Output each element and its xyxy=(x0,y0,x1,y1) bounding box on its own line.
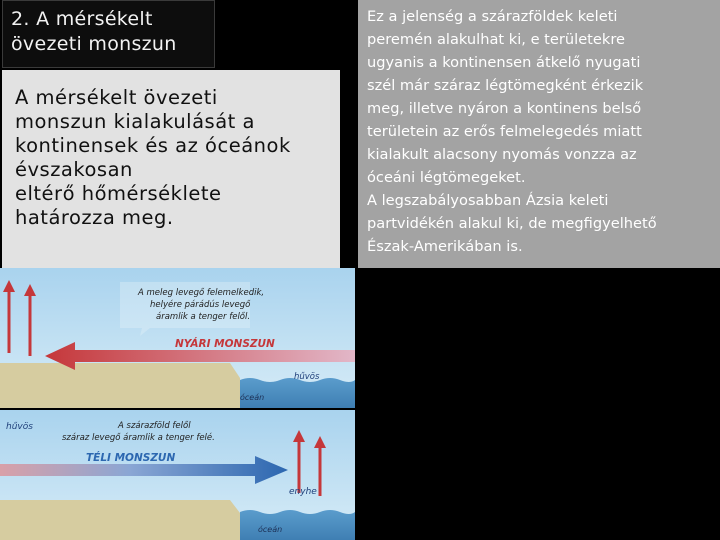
summer-note-line-2: helyére párádús levegő xyxy=(150,300,251,310)
winter-monsoon-label: TÉLI MONSZUN xyxy=(86,452,176,464)
summer-monsoon-panel xyxy=(0,268,355,408)
intro-line-4: évszakosan xyxy=(15,158,133,181)
title-line-2: övezeti monszun xyxy=(11,33,177,55)
winter-monsoon-panel xyxy=(0,410,355,540)
desc-line-8: óceáni légtömegeket. xyxy=(367,169,526,186)
intro-line-1: A mérsékelt övezeti xyxy=(15,86,218,109)
monsoon-diagram xyxy=(0,268,355,540)
intro-text-box xyxy=(2,70,340,268)
winter-land xyxy=(0,500,240,540)
monsoon-diagram-svg xyxy=(0,268,355,540)
slide-title-box xyxy=(2,0,215,68)
desc-line-7: kialakult alacsony nyomás vonzza az xyxy=(367,146,637,163)
desc-line-5: meg, illetve nyáron a kontinens belső xyxy=(367,100,642,117)
winter-temp-label: enyhe xyxy=(289,487,317,497)
summer-land xyxy=(0,363,240,408)
desc-line-2: peremén alakulhat ki, e területekre xyxy=(367,31,625,48)
description-box xyxy=(358,0,720,268)
desc-line-3: ugyanis a kontinensen átkelő nyugati xyxy=(367,54,641,71)
winter-note-line-1: A szárazföld felől xyxy=(118,421,191,431)
intro-line-6: határozza meg. xyxy=(15,206,174,229)
winter-land-temp-label: hűvös xyxy=(6,422,33,432)
winter-ocean-label: óceán xyxy=(258,525,283,534)
summer-note-line-3: áramlik a tenger felől. xyxy=(156,312,251,322)
intro-line-3: kontinensek és az óceánok xyxy=(15,134,291,157)
desc-line-4: szél már száraz légtömegként érkezik xyxy=(367,77,644,94)
title-line-1: 2. A mérsékelt xyxy=(11,8,153,30)
desc-line-1: Ez a jelenség a szárazföldek keleti xyxy=(367,8,618,25)
summer-monsoon-label: NYÁRI MONSZUN xyxy=(175,338,275,350)
intro-line-5: eltérő hőmérséklete xyxy=(15,182,222,205)
desc-line-11: Észak-Amerikában is. xyxy=(367,238,523,255)
summer-temp-label: hűvös xyxy=(294,372,320,382)
summer-note-line-1: A meleg levegő felemelkedik, xyxy=(138,288,265,298)
desc-line-9: A legszabályosabban Ázsia keleti xyxy=(367,192,609,209)
summer-ocean-label: óceán xyxy=(240,393,265,402)
intro-line-2: monszun kialakulását a xyxy=(15,110,255,133)
winter-note-line-2: száraz levegő áramlik a tenger felé. xyxy=(62,433,215,443)
desc-line-6: területein az erős felmelegedés miatt xyxy=(367,123,642,140)
desc-line-10: partvidékén alakul ki, de megfigyelhető xyxy=(367,215,657,232)
